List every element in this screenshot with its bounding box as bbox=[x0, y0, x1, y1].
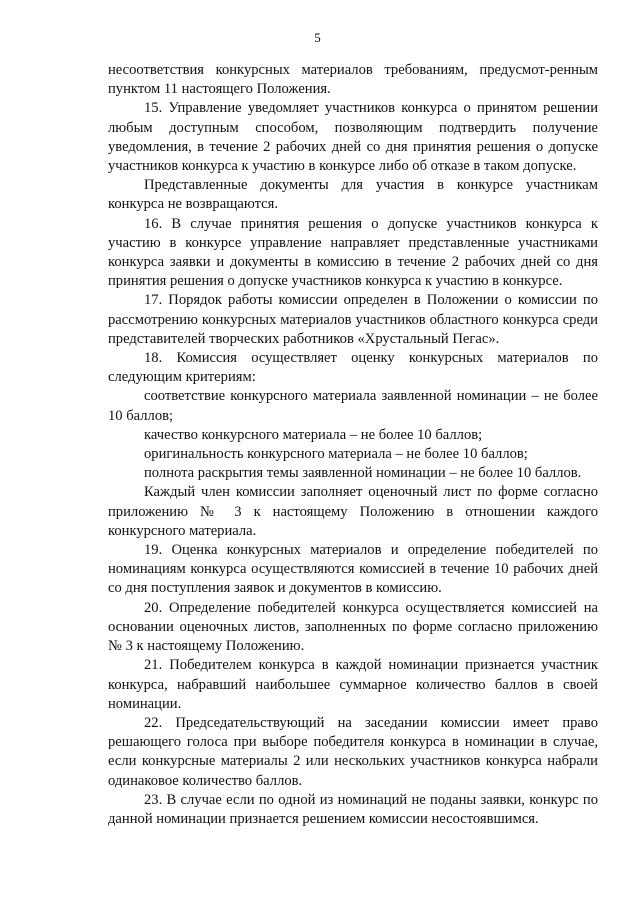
paragraph-item-22: 22. Председательствующий на заседании комиссии имеет право решающего голоса при выборе победителя конкурса в номинации в случае, если конкурсные материалы 2 или нескольких участников конкурса набрали одинаковое количество баллов. bbox=[108, 714, 598, 789]
paragraph-item-21: 21. Победителем конкурса в каждой номинации признается участник конкурса, набравший наибольшее суммарное количество баллов в своей номинации. bbox=[108, 657, 598, 712]
criterion-originality: оригинальность конкурсного материала – не более 10 баллов; bbox=[144, 446, 528, 463]
document-body bbox=[108, 61, 598, 829]
criterion-quality: качество конкурсного материала – не более 10 баллов; bbox=[144, 426, 483, 443]
paragraph-evaluation-sheet: Каждый член комиссии заполняет оценочный лист по форме согласно приложению № 3 к настоящему Положению в отношении каждого конкурсного материала. bbox=[108, 484, 598, 539]
paragraph-item-15: 15. Управление уведомляет участников конкурса о принятом решении любым доступным способом, позволяющим подтвердить получение уведомления, в течение 2 рабочих дней со дня принятия решения о допуске участников конкурса к участию в конкурсе либо об отказе в таком допуске. bbox=[108, 100, 598, 175]
paragraph-item-19: 19. Оценка конкурсных материалов и определение победителей по номинациям конкурса осуществляются комиссией в течение 10 рабочих дней со дня поступления заявок и документов в комиссию. bbox=[108, 542, 598, 597]
paragraph-item-20: 20. Определение победителей конкурса осуществляется комиссией на основании оценочных листов, заполненных по форме согласно приложению № 3 к настоящему Положению. bbox=[108, 599, 598, 655]
paragraph-item-17: 17. Порядок работы комиссии определен в Положении о комиссии по рассмотрению конкурсных материалов участников областного конкурса среди представителей творческих работников «Хрустальный Пегас». bbox=[108, 292, 598, 347]
paragraph-item-18: 18. Комиссия осуществляет оценку конкурсных материалов по следующим критериям: bbox=[108, 350, 598, 386]
criterion-relevance: соответствие конкурсного материала заявленной номинации – не более 10 баллов; bbox=[108, 388, 598, 424]
paragraph-item-16: 16. В случае принятия решения о допуске участников конкурса к участию в конкурсе управление направляет представленные участниками конкурса заявки и документы в комиссию в течение 2 рабочих дней со дня принятия решения о допуске участников конкурса к участию в конкурсе. bbox=[108, 215, 598, 290]
paragraph-item-23: 23. В случае если по одной из номинаций не поданы заявки, конкурс по данной номинации признается решением комиссии несостоявшимся. bbox=[108, 791, 598, 827]
page-number: 5 bbox=[314, 30, 321, 45]
criterion-completeness: полнота раскрытия темы заявленной номинации – не более 10 баллов. bbox=[144, 465, 582, 482]
paragraph-documents-not-returned: Представленные документы для участия в конкурсе участникам конкурса не возвращаются. bbox=[108, 177, 598, 213]
paragraph-continuation: несоответствия конкурсных материалов требованиям, предусмот-ренным пунктом 11 настоящего Положения. bbox=[108, 62, 598, 98]
